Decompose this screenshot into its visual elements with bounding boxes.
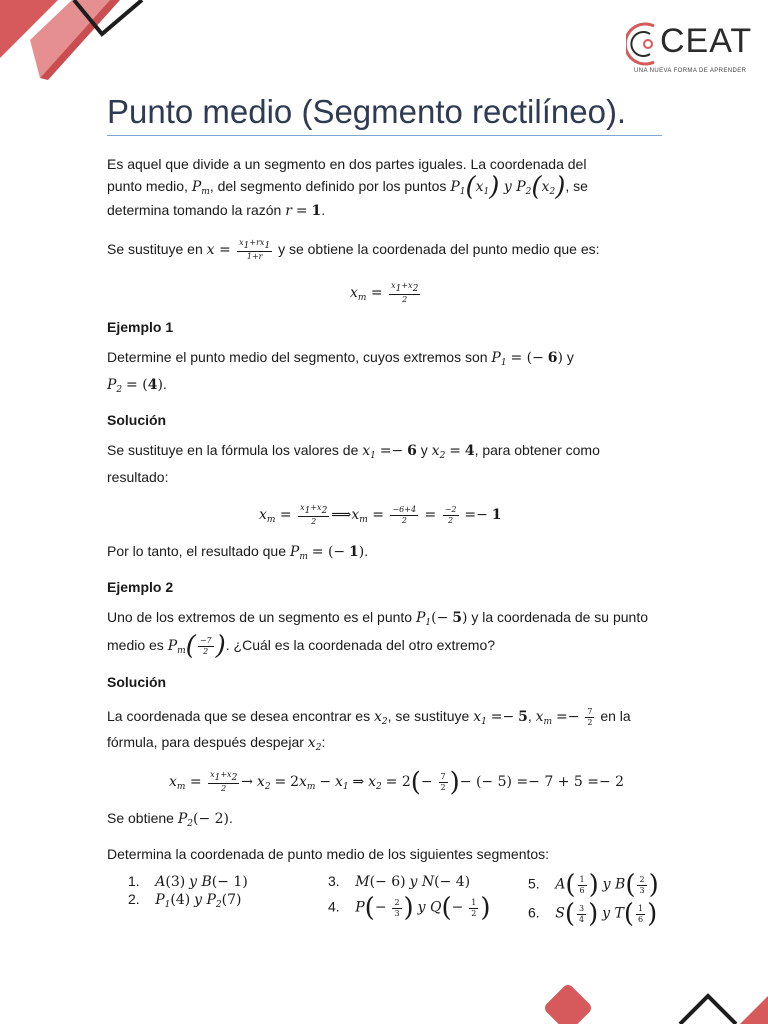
- logo-mark-icon: [626, 20, 660, 70]
- ejemplo-1-formula: $x_m$ = $\frac{x_1+x_2}{2}$ $⟹x_m$ = $\frac{-6+4}{2}$ = $\frac{-2}{2}$ =− 1: [259, 503, 502, 526]
- ejemplo-1-text-line-2: $P_2 = (4)$.: [107, 376, 167, 395]
- intro-line-1: Es aquel que divide a un segmento en dos partes iguales. La coordenada del: [107, 156, 587, 172]
- exercise-item-6: 6. S( $\frac{3}{4}$ ) y T( $\frac{1}{6}$ ): [528, 899, 658, 929]
- exercise-item-1: 1. A(3) y B(− 1): [128, 873, 248, 890]
- page-title: Punto medio (Segmento rectilíneo).: [107, 93, 627, 130]
- ejemplo-1-solucion-heading: Solución: [107, 412, 167, 428]
- formula-midpoint: $x_m$ = $\frac{x_1+x_2}{2}$: [350, 281, 419, 304]
- exercise-item-5: 5. A( $\frac{1}{6}$ ) y B( $\frac{2}{3}$ ): [528, 870, 659, 900]
- logo-tagline: UNA NUEVA FORMA DE APRENDER: [634, 68, 747, 74]
- ejemplo-2-solucion-heading: Solución: [107, 674, 167, 690]
- ejemplo-2-heading: Ejemplo 2: [107, 579, 174, 595]
- formula-p1-p2: $P_1(x_1)$ y $P_2(x_2)$: [450, 172, 566, 202]
- ceat-logo: [626, 14, 753, 80]
- logo-text: CEAT: [660, 22, 753, 60]
- formula-pm: $P_m$: [191, 179, 210, 197]
- ejemplo-1-heading: Ejemplo 1: [107, 319, 174, 335]
- ejemplo-2-sol-line-1: La coordenada que se desea encontrar es $x_2$, se sustituye $x_1 =- 5$, $x_m$ =− $\frac{7}{2}$ en la: [107, 706, 631, 727]
- exercise-item-2: 2. $P_1(4)$ y $P_2(7)$: [128, 891, 242, 910]
- formula-ratio: r: [285, 203, 292, 219]
- ejemplo-2-formula: $x_m$ = $\frac{x_1+x_2}{2}$ → $x_2 = 2x_m - x_1$ ⇒ $x_2 = 2(-$ $\frac{7}{2}$ )− (− 5) =− 7 + 5 =− 2: [169, 767, 625, 798]
- exercise-item-4: 4. P(− $\frac{2}{3}$ ) y Q(− $\frac{1}{2}$ ): [328, 893, 491, 923]
- ejemplo-1-sol-line-2: resultado:: [107, 469, 169, 485]
- formula-general: x = $\frac{x_1+rx_1}{1+r}$: [206, 238, 271, 261]
- ejemplo-2-sol-line-2: fórmula, para después despejar $x_2$:: [107, 734, 326, 753]
- ejemplo-1-text-line-1: Determine el punto medio del segmento, cuyos extremos son $P_1$ = (− 6) y: [107, 349, 574, 368]
- corner-decoration-bottom-right: [540, 980, 768, 1024]
- ejemplo-2-text-line-1: Uno de los extremos de un segmento es el punto $P_1(- 5)$ y la coordenada de su punto: [107, 609, 649, 628]
- ejemplo-2-result: Se obtiene $P_2(- 2)$.: [107, 810, 233, 829]
- title-divider: [107, 135, 662, 136]
- ejemplo-2-text-line-2: medio es $P_m$( $\frac{-7}{2}$ ). ¿Cuál es la coordenada del otro extremo?: [107, 631, 496, 661]
- intro-line-3: determina tomando la razón r = 1.: [107, 202, 326, 219]
- exercise-prompt: Determina la coordenada de punto medio de los siguientes segmentos:: [107, 846, 550, 862]
- intro-line-2: punto medio, $P_m$, del segmento definido por los puntos $P_1(x_1)$ y $P_2(x_2)$, se: [107, 172, 588, 202]
- ejemplo-1-sol-line-1: Se sustituye en la fórmula los valores de $x_1 =- 6$ y $x_2 = 4$, para obtener como: [107, 442, 600, 461]
- substitute-line: Se sustituye en x = $\frac{x_1+rx_1}{1+r}$ y se obtiene la coordenada del punto medio que es:: [107, 238, 600, 261]
- corner-decoration-top-left: [0, 0, 170, 100]
- exercise-item-3: 3. M(− 6) y N(− 4): [328, 873, 471, 890]
- ejemplo-1-result: Por lo tanto, el resultado que $P_m$ = (− 1).: [107, 543, 369, 562]
